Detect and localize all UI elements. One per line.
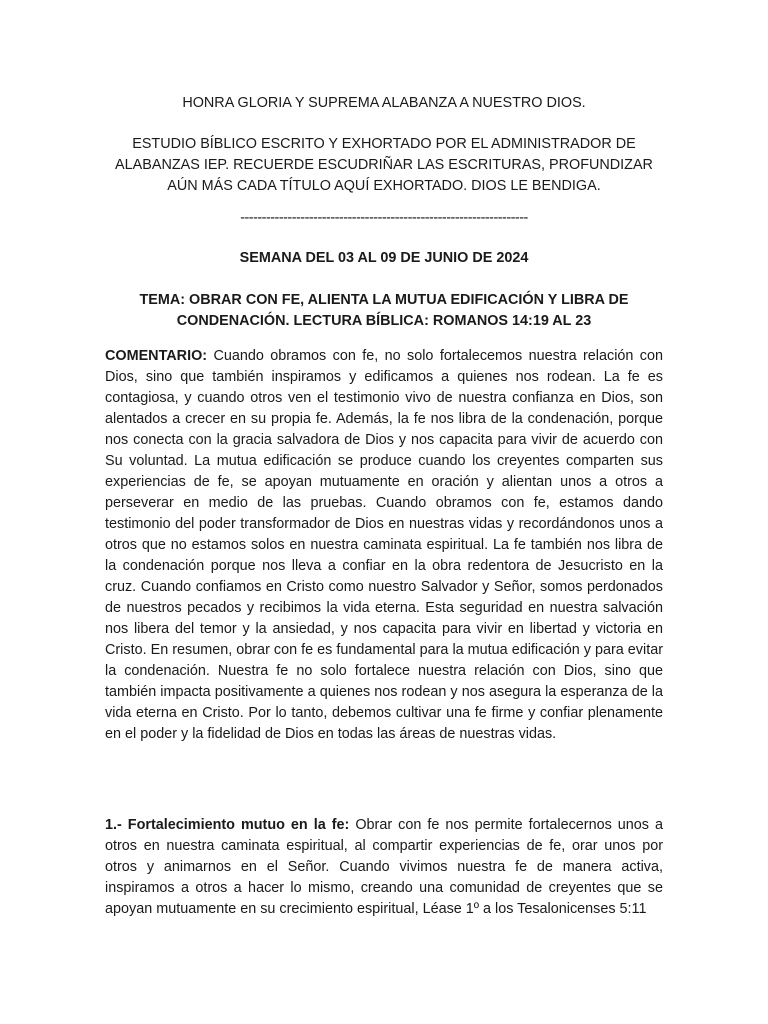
- point-text: Obrar con fe nos permite fortalecernos unos a otros en nuestra caminata espiritual, al compartir experiencias de fe, orar unos por otros y animarnos en el Señor. Cuando vivimos nuestra fe de manera activa, inspiramos a otros a hacer lo mismo, creando una comunidad de creyentes que se apoyan mutuamente en su crecimiento espiritual, Léase 1º a los Tesalonicenses 5:11: [105, 817, 663, 917]
- point-label: 1.- Fortalecimiento mutuo en la fe:: [105, 817, 350, 833]
- comment-text: Cuando obramos con fe, no solo fortalecemos nuestra relación con Dios, sino que también inspiramos y edificamos a quienes nos rodean. La fe es contagiosa, y cuando otros ven el testimonio vivo de nuestra confianza en Dios, son alentados a crecer en su propia fe. Además, la fe nos libra de la condenación, porque nos conecta con la gracia salvadora de Dios y nos capacita para vivir de acuerdo con Su voluntad. La mutua edificación se produce cuando los creyentes comparten sus experiencias de fe, se apoyan mutuamente en oración y alientan unos a otros a perseverar en medio de las pruebas. Cuando obramos con fe, estamos dando testimonio del poder transformador de Dios en nuestras vidas y recordándonos unos a otros que no estamos solos en nuestra caminata espiritual. La fe también nos libra de la condenación porque nos lleva a confiar en la obra redentora de Jesucristo en la cruz. Cuando confiamos en Cristo como nuestro Salvador y Señor, somos perdonados de nuestros pecados y recibimos la vida eterna. Esta seguridad en nuestra salvación nos libera del temor y la ansiedad, y nos capacita para vivir en libertad y victoria en Cristo. En resumen, obrar con fe es fundamental para la mutua edificación y para evitar la condenación. Nuestra fe no solo fortalece nuestra relación con Dios, sino que también impacta positivamente a quienes nos rodean y nos asegura la esperanza de la vida eterna en Cristo. Por lo tanto, debemos cultivar una fe firme y confiar plenamente en el poder y la fidelidad de Dios en todas las áreas de nuestras vidas.: [105, 348, 663, 742]
- page-title: HONRA GLORIA Y SUPREMA ALABANZA A NUESTRO DIOS.: [182, 95, 586, 111]
- point-paragraph: [105, 815, 663, 920]
- comment-paragraph: [105, 346, 663, 745]
- week-heading: SEMANA DEL 03 AL 09 DE JUNIO DE 2024: [239, 250, 529, 266]
- divider-line: -------------------------------------------------------------------: [240, 210, 528, 226]
- comment-label: COMENTARIO:: [105, 348, 208, 364]
- theme-heading: TEMA: OBRAR CON FE, ALIENTA LA MUTUA EDIFICACIÓN Y LIBRA DE CONDENACIÓN. LECTURA BÍBLICA: ROMANOS 14:19 AL 23: [139, 292, 629, 329]
- study-subtitle: ESTUDIO BÍBLICO ESCRITO Y EXHORTADO POR EL ADMINISTRADOR DE ALABANZAS IEP. RECUERDE ESCUDRIÑAR LAS ESCRITURAS, PROFUNDIZAR AÚN MÁS CADA TÍTULO AQUÍ EXHORTADO. DIOS LE BENDIGA.: [115, 136, 653, 194]
